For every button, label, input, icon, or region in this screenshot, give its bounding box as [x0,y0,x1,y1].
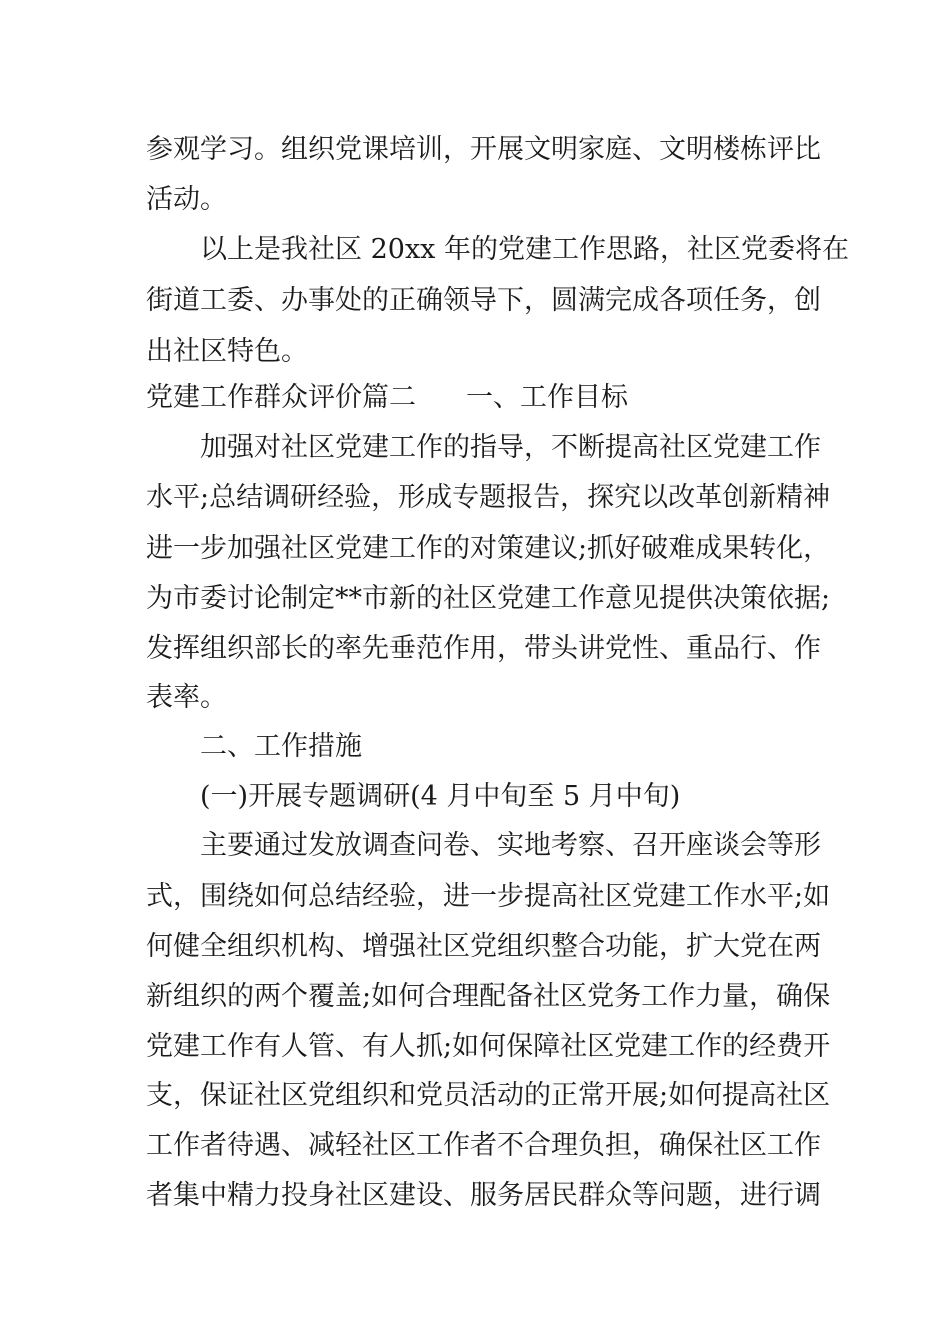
paragraph-line: 主要通过发放调查问卷、实地考察、召开座谈会等形 [200,830,821,861]
subsection-heading: (一)开展专题调研(4 月中旬至 5 月中旬) [200,781,681,812]
paragraph-line: 何健全组织机构、增强社区党组织整合功能，扩大党在两 [146,931,821,962]
section-heading [146,380,814,416]
section-title: 一、工作目标 [466,382,628,413]
paragraph-line: 街道工委、办事处的正确领导下，圆满完成各项任务，创 [146,285,821,316]
paragraph-line: 者集中精力投身社区建设、服务居民群众等问题，进行调 [146,1180,821,1211]
paragraph-line: 支，保证社区党组织和党员活动的正常开展;如何提高社区 [146,1080,831,1111]
paragraph-line: 发挥组织部长的率先垂范作用，带头讲党性、重品行、作 [146,633,821,664]
paragraph-line: 工作者待遇、减轻社区工作者不合理负担，确保社区工作 [146,1130,821,1161]
paragraph-line: 式，围绕如何总结经验，进一步提高社区党建工作水平;如 [146,881,831,912]
paragraph-line: 为市委讨论制定**市新的社区党建工作意见提供决策依据; [146,583,831,614]
paragraph-line: 出社区特色。 [146,336,308,367]
paragraph-line: 参观学习。组织党课培训，开展文明家庭、文明楼栋评比 [146,134,821,165]
paragraph-line: 加强对社区党建工作的指导，不断提高社区党建工作 [200,432,821,463]
article-title: 党建工作群众评价篇二 [146,382,416,413]
paragraph-line: 新组织的两个覆盖;如何合理配备社区党务工作力量，确保 [146,981,831,1012]
paragraph-line: 水平;总结调研经验，形成专题报告，探究以改革创新精神 [146,482,831,513]
paragraph-line: 以上是我社区 20xx 年的党建工作思路，社区党委将在 [200,234,849,265]
paragraph-line: 活动。 [146,184,227,215]
paragraph-line: 进一步加强社区党建工作的对策建议;抓好破难成果转化， [146,533,831,564]
section-heading: 二、工作措施 [200,731,362,762]
paragraph-line: 表率。 [146,682,227,713]
paragraph-line: 党建工作有人管、有人抓;如何保障社区党建工作的经费开 [146,1031,831,1062]
